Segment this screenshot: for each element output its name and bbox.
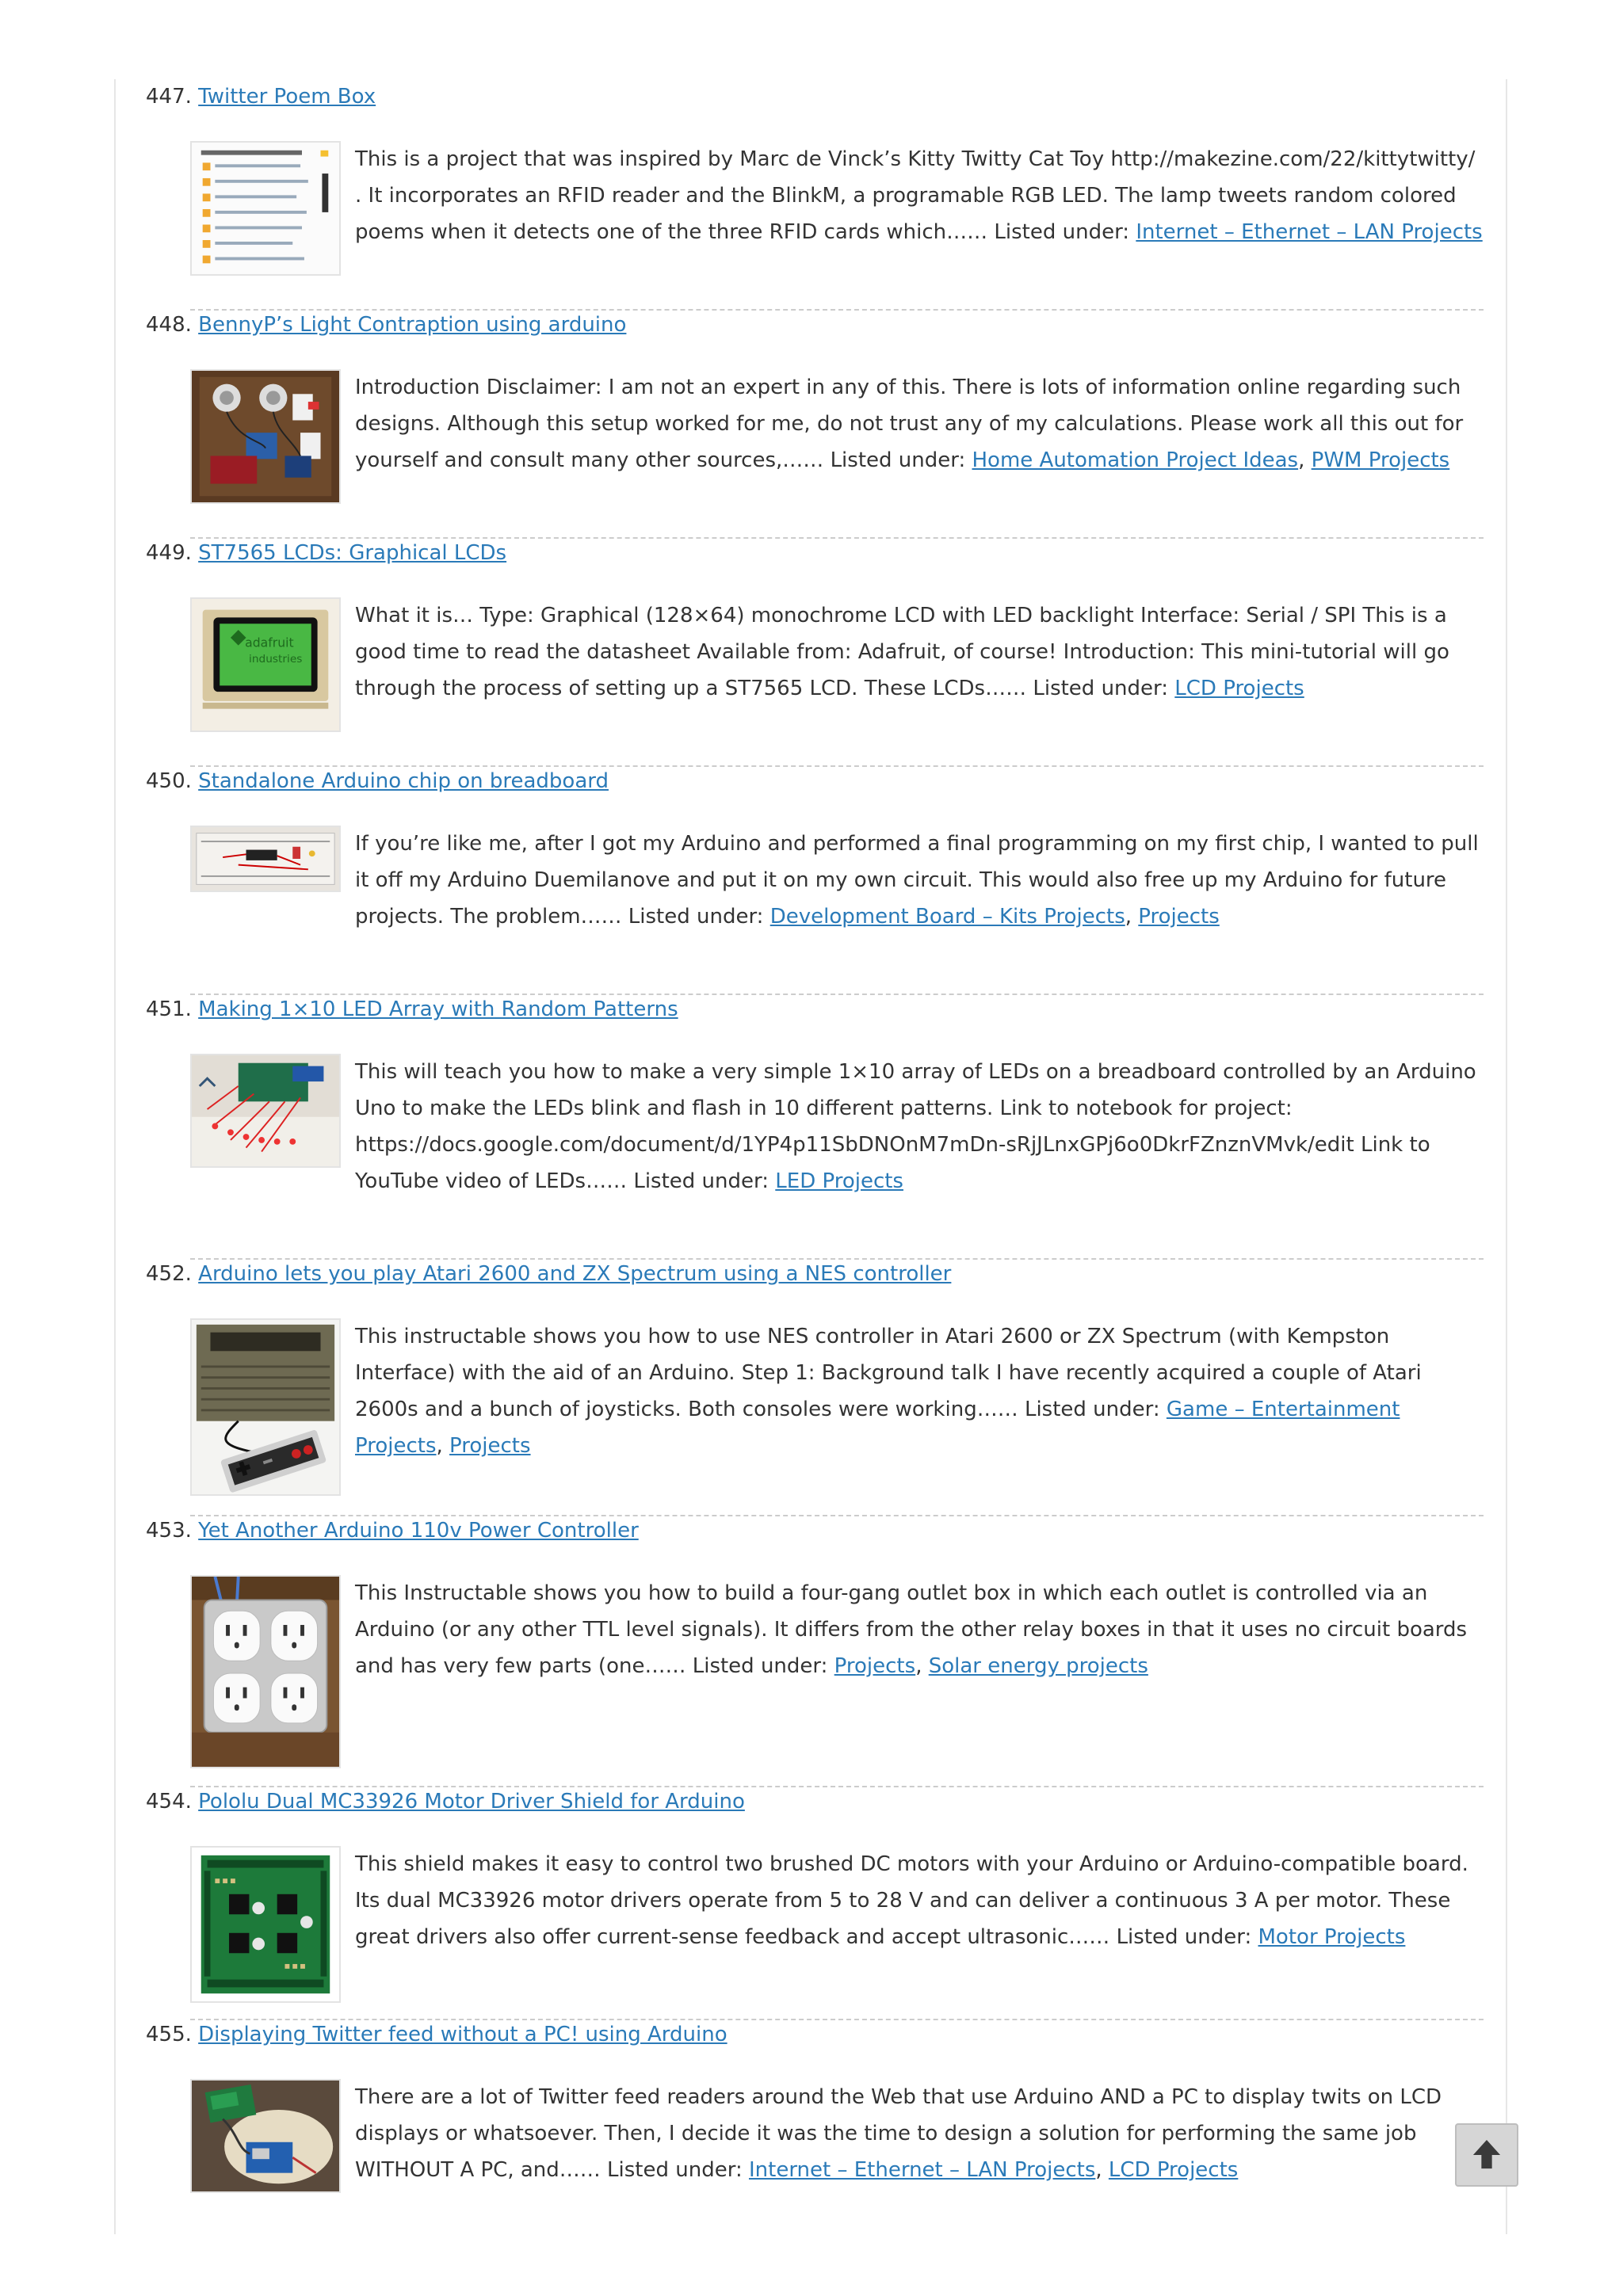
category-link[interactable]: LED Projects [775, 1169, 903, 1193]
category-link[interactable]: LCD Projects [1174, 677, 1304, 700]
category-link[interactable]: Projects [449, 1434, 531, 1458]
entry-header [146, 1787, 1484, 1816]
description-text: There are a lot of Twitter feed readers around the Web that use Arduino AND a PC to display twits on LCD displays or whatsoever. Then, I decide it was the time to design a solution for performing the same job WITHOUT A PC, and…… [355, 2085, 1442, 2182]
project-entry [146, 2020, 1484, 2226]
entry-body [146, 1054, 1484, 1199]
project-entry [146, 311, 1484, 539]
entry-title-link[interactable]: Yet Another Arduino 110v Power Controller [198, 1519, 639, 1543]
entry-title-link[interactable]: Arduino lets you play Atari 2600 and ZX Spectrum using a NES controller [198, 1262, 952, 1286]
category-link[interactable]: Motor Projects [1258, 1925, 1406, 1949]
entry-title-link[interactable]: BennyP’s Light Contraption using arduino [198, 313, 627, 337]
entry-number: 450. [146, 769, 192, 793]
entry-body [146, 597, 1484, 707]
entry-description [355, 141, 1484, 250]
category-link[interactable]: Projects [834, 1654, 916, 1678]
listed-under-label: Listed under: [1116, 1925, 1258, 1949]
entry-header [146, 1516, 1484, 1545]
back-to-top-button[interactable] [1455, 2123, 1518, 2187]
category-link[interactable]: Home Automation Project Ideas [972, 448, 1299, 472]
entry-header [146, 767, 1484, 795]
description-text: What it is… Type: Graphical (128×64) monochrome LCD with LED backlight Interface: Serial / SPI This is a good time to read the datasheet Available from: Adafruit, of course! Introduction: This mini-tutorial will go through the process of setting up a ST7565 LCD. These LCDs…… [355, 604, 1449, 700]
project-entry [146, 1260, 1484, 1516]
outlet-box-thumbnail[interactable] [190, 1575, 341, 1768]
description-text: This will teach you how to make a very simple 1×10 array of LEDs on a breadboard controlled by an Arduino Uno to make the LEDs blink and flash in 10 different patterns. Link to notebook for project: https://docs.google.com/document/d/1YP4p11SbDNOnM7mDn-sRjJLnxGPj6o0DkrFZnznVMvk/edit Link to YouTube video of LEDs…… [355, 1060, 1476, 1193]
description-text: This is a project that was inspired by Marc de Vinck’s Kitty Twitty Cat Toy http://makezine.com/22/kittytwitty/ . It incorporates an RFID reader and the BlinkM, a programable RGB LED. The lamp tweets random colored poems when it detects one of the three RFID cards which…… [355, 147, 1476, 244]
description-text: This shield makes it easy to control two brushed DC motors with your Arduino or Arduino-compatible board. Its dual MC33926 motor drivers operate from 5 to 28 V and can deliver a continuous 3 A per motor. These great drivers also offer current-sense feedback and accept ultrasonic…… [355, 1852, 1468, 1949]
entry-description [355, 826, 1484, 935]
description-text: This instructable shows you how to use NES controller in Atari 2600 or ZX Spectrum (with Kempston Interface) with the aid of an Arduino. Step 1: Background talk I have recently acquired a couple of Atari 2600s and a bunch of joysticks. Both consoles were working…… [355, 1325, 1422, 1421]
listed-under-label: Listed under: [692, 1654, 834, 1678]
entry-description [355, 1054, 1484, 1199]
entry-body [146, 1318, 1484, 1464]
entry-header [146, 539, 1484, 567]
entry-title-link[interactable]: Pololu Dual MC33926 Motor Driver Shield for Arduino [198, 1790, 745, 1814]
entry-body [146, 1575, 1484, 1684]
category-link[interactable]: Game – Entertainment Projects [355, 1398, 1400, 1458]
category-link[interactable]: PWM Projects [1311, 448, 1450, 472]
lcd-logo-text-1: adafruit [245, 635, 294, 650]
entry-title-link[interactable]: Making 1×10 LED Array with Random Patterns [198, 997, 678, 1021]
entry-description [355, 1846, 1484, 1955]
nes-controller-thumbnail[interactable] [190, 1318, 341, 1496]
arrow-up-icon [1457, 2125, 1517, 2185]
entry-number: 453. [146, 1519, 192, 1543]
project-entry [146, 82, 1484, 311]
category-separator: , [915, 1654, 929, 1678]
entry-title-link[interactable]: Standalone Arduino chip on breadboard [198, 769, 609, 793]
entry-body [146, 1846, 1484, 1955]
listed-under-label: Listed under: [607, 2158, 749, 2182]
entry-title-link[interactable]: ST7565 LCDs: Graphical LCDs [198, 541, 507, 565]
entry-number: 449. [146, 541, 192, 565]
category-link[interactable]: Development Board – Kits Projects [769, 905, 1125, 929]
listed-under-label: Listed under: [1024, 1398, 1167, 1421]
entry-body [146, 369, 1484, 479]
light-contraption-thumbnail[interactable] [190, 369, 341, 504]
entry-description [355, 369, 1484, 479]
project-entry [146, 1516, 1484, 1787]
entry-description [355, 597, 1484, 707]
entry-header [146, 82, 1484, 111]
category-link[interactable]: Projects [1138, 905, 1220, 929]
listed-under-label: Listed under: [1033, 677, 1175, 700]
listed-under-label: Listed under: [830, 448, 972, 472]
category-link[interactable]: LCD Projects [1108, 2158, 1239, 2182]
listed-under-label: Listed under: [994, 220, 1136, 244]
entry-body [146, 141, 1484, 250]
category-link[interactable]: Solar energy projects [928, 1654, 1148, 1678]
entry-description [355, 1318, 1484, 1464]
entry-number: 452. [146, 1262, 192, 1286]
category-separator: , [436, 1434, 450, 1458]
project-entry [146, 539, 1484, 767]
motor-shield-thumbnail[interactable] [190, 1846, 341, 2003]
category-separator: , [1095, 2158, 1109, 2182]
project-list [146, 82, 1484, 2226]
entry-header [146, 311, 1484, 339]
entry-header [146, 995, 1484, 1024]
entry-body [146, 826, 1484, 935]
twitter-feed-device-thumbnail[interactable] [190, 2079, 341, 2193]
graphical-lcd-thumbnail[interactable] [190, 597, 341, 732]
entry-title-link[interactable]: Displaying Twitter feed without a PC! using Arduino [198, 2023, 727, 2046]
category-link[interactable]: Internet – Ethernet – LAN Projects [748, 2158, 1096, 2182]
listed-under-label: Listed under: [633, 1169, 776, 1193]
project-entry [146, 767, 1484, 995]
entry-number: 455. [146, 2023, 192, 2046]
entry-title-link[interactable]: Twitter Poem Box [198, 85, 376, 109]
entry-description [355, 1575, 1484, 1684]
entry-header [146, 1260, 1484, 1288]
twitter-screenshot-thumbnail[interactable] [190, 141, 341, 276]
description-text: This Instructable shows you how to build a four-gang outlet box in which each outlet is controlled via an Arduino (or any other TTL level signals). It differs from the other relay boxes in that it uses no circuit boards and has very few parts (one…… [355, 1581, 1468, 1678]
entry-header [146, 2020, 1484, 2049]
entry-number: 451. [146, 997, 192, 1021]
entry-number: 454. [146, 1790, 192, 1814]
project-entry [146, 995, 1484, 1260]
listed-under-label: Listed under: [628, 905, 770, 929]
entry-number: 447. [146, 85, 192, 109]
category-link[interactable]: Internet – Ethernet – LAN Projects [1136, 220, 1483, 244]
description-text: If you’re like me, after I got my Arduino and performed a final programming on my first chip, I wanted to pull it off my Arduino Duemilanove and put it on my own circuit. This would also free up my Arduino for future projects. The problem…… [355, 832, 1479, 929]
entry-body [146, 2079, 1484, 2188]
project-entry [146, 1787, 1484, 2020]
lcd-logo-text-2: industries [249, 653, 303, 666]
content-right-border [1506, 79, 1507, 2234]
breadboard-thumbnail[interactable] [190, 826, 341, 892]
category-separator: , [1298, 448, 1312, 472]
description-text: Introduction Disclaimer: I am not an expert in any of this. There is lots of information online regarding such designs. Although this setup worked for me, do not trust any of my calculations. Please work all this out for yourself and consult many other sources,…… [355, 376, 1464, 472]
category-separator: , [1125, 905, 1139, 929]
entry-number: 448. [146, 313, 192, 337]
content-left-border [114, 79, 116, 2234]
led-array-thumbnail[interactable] [190, 1054, 341, 1168]
entry-description [355, 2079, 1484, 2188]
